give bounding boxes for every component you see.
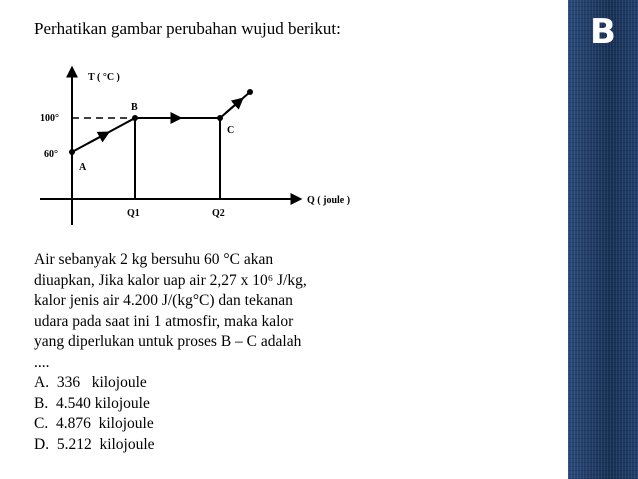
point-b [132,115,138,121]
tick-label-60: 60° [44,149,58,160]
point-label-a: A [79,162,87,173]
segment-a-b-arrow [88,133,108,144]
question-line: Air sebanyak 2 kg bersuhu 60 °C akan [34,251,274,268]
question-text [34,250,386,373]
point-label-b: B [131,102,138,113]
question-line: udara pada saat ini 1 atmosfir, maka kalor [34,312,294,330]
question-title: Perhatikan gambar perubahan wujud berikut: [34,19,341,38]
x-axis-label: Q ( joule ) [307,195,351,206]
option-b[interactable]: B. 4.540 kilojoule [34,394,150,412]
tick-label-100: 100° [40,113,59,124]
segment-c-end-arrow [226,99,242,113]
option-c[interactable]: C. 4.876 kilojoule [34,415,154,432]
point-c [217,115,223,121]
tick-label-q1: Q1 [127,208,140,219]
question-line: diuapkan, Jika kalor uap air 2,27 x 10⁶ J/kg, [34,271,307,289]
question-line: kalor jenis air 4.200 J/(kg°C) dan tekanan [34,292,293,309]
question-line: yang diperlukan untuk proses B – C adalah [34,333,302,350]
point-end [247,89,253,95]
option-a[interactable]: A. 336 kilojoule [34,374,147,391]
option-d[interactable]: D. 5.212 kilojoule [34,435,155,453]
tick-label-q2: Q2 [212,208,225,219]
y-axis-label: T ( °C ) [88,72,120,83]
point-a [69,149,75,155]
question-line: .... [34,353,50,371]
answer-letter: B [590,12,616,52]
point-label-c: C [227,125,235,136]
answer-options [34,373,155,455]
phase-change-graph [0,55,420,235]
sidebar-panel [568,0,638,479]
